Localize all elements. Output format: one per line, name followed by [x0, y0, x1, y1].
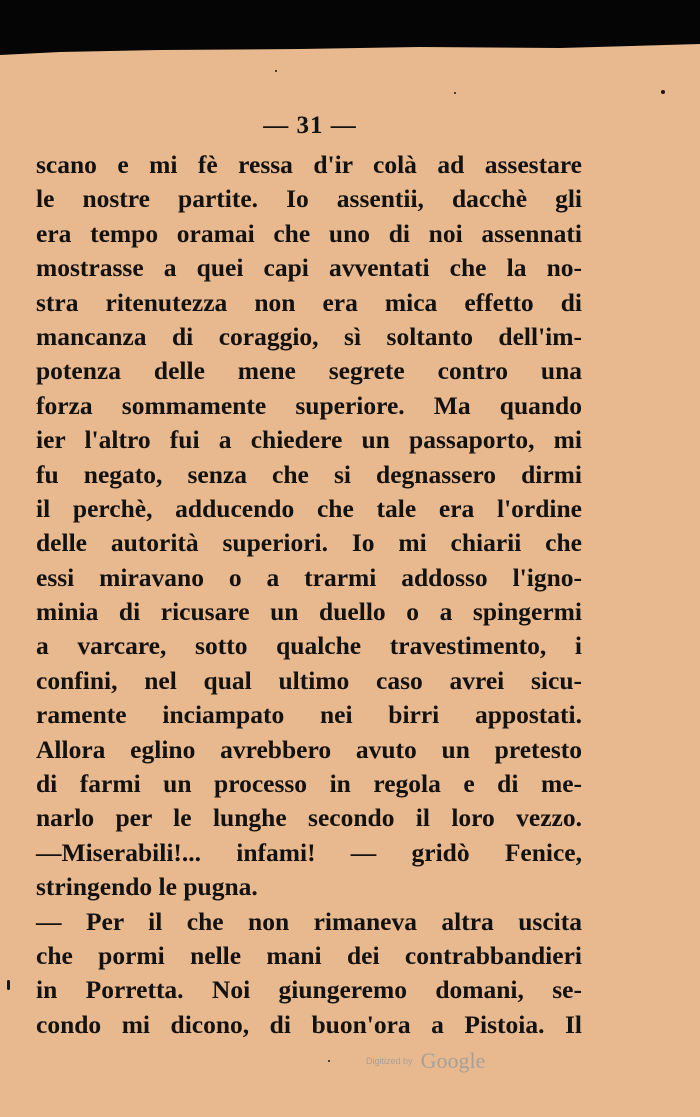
ink-speck	[661, 90, 665, 94]
watermark-prefix: Digitized by	[366, 1056, 413, 1066]
text-line: — Per il che non rimaneva altra uscita	[36, 906, 582, 936]
text-line: stra ritenutezza non era mica effetto di	[36, 287, 582, 317]
text-line: forza sommamente superiore. Ma quando	[36, 390, 582, 420]
page-top-edge	[0, 0, 700, 60]
text-line: confini, nel qual ultimo caso avrei sicu-	[36, 665, 582, 695]
text-line: il perchè, adducendo che tale era l'ordine	[36, 493, 582, 523]
text-line: a varcare, sotto qualche travestimento, i	[36, 631, 582, 661]
ink-speck	[454, 92, 456, 94]
text-line: essi miravano o a trarmi addosso l'igno-	[36, 562, 582, 592]
text-line: narlo per le lunghe secondo il loro vezzo.	[36, 803, 582, 833]
text-line: —Miserabili!... infami! — gridò Fenice,	[36, 837, 582, 867]
text-line: era tempo oramai che uno di noi assennati	[36, 218, 582, 248]
body-text	[36, 148, 582, 1042]
text-line: condo mi dicono, di buon'ora a Pistoia. Il	[36, 1009, 582, 1039]
text-line: minia di ricusare un duello o a spingermi	[36, 597, 582, 627]
page-number: — 31 —	[263, 112, 357, 139]
text-line: di farmi un processo in regola e di me-	[36, 769, 582, 799]
text-line: Allora eglino avrebbero avuto un pretesto	[36, 734, 582, 764]
text-line: in Porretta. Noi giungeremo domani, se-	[36, 975, 582, 1005]
text-line: fu negato, senza che si degnassero dirmi	[36, 459, 582, 489]
text-line: che pormi nelle mani dei contrabbandieri	[36, 940, 582, 970]
text-line: le nostre partite. Io assentii, dacchè gli	[36, 184, 582, 214]
text-line: stringendo le pugna.	[36, 872, 258, 902]
text-line: mostrasse a quei capi avventati che la no-	[36, 253, 582, 283]
text-line: scano e mi fè ressa d'ir colà ad assestare	[36, 150, 582, 179]
text-line: delle autorità superiori. Io mi chiarii che	[36, 528, 582, 558]
digitized-watermark	[366, 1048, 485, 1074]
text-line: ier l'altro fui a chiedere un passaporto, mi	[36, 425, 582, 455]
text-line: mancanza di coraggio, sì soltanto dell'im-	[36, 321, 582, 351]
text-line: potenza delle mene segrete contro una	[36, 356, 582, 386]
ink-speck	[7, 980, 10, 990]
text-line: ramente inciampato nei birri appostati.	[36, 700, 582, 730]
ink-speck	[275, 70, 277, 72]
ink-speck	[328, 1060, 330, 1062]
watermark-brand: Google	[420, 1048, 486, 1073]
